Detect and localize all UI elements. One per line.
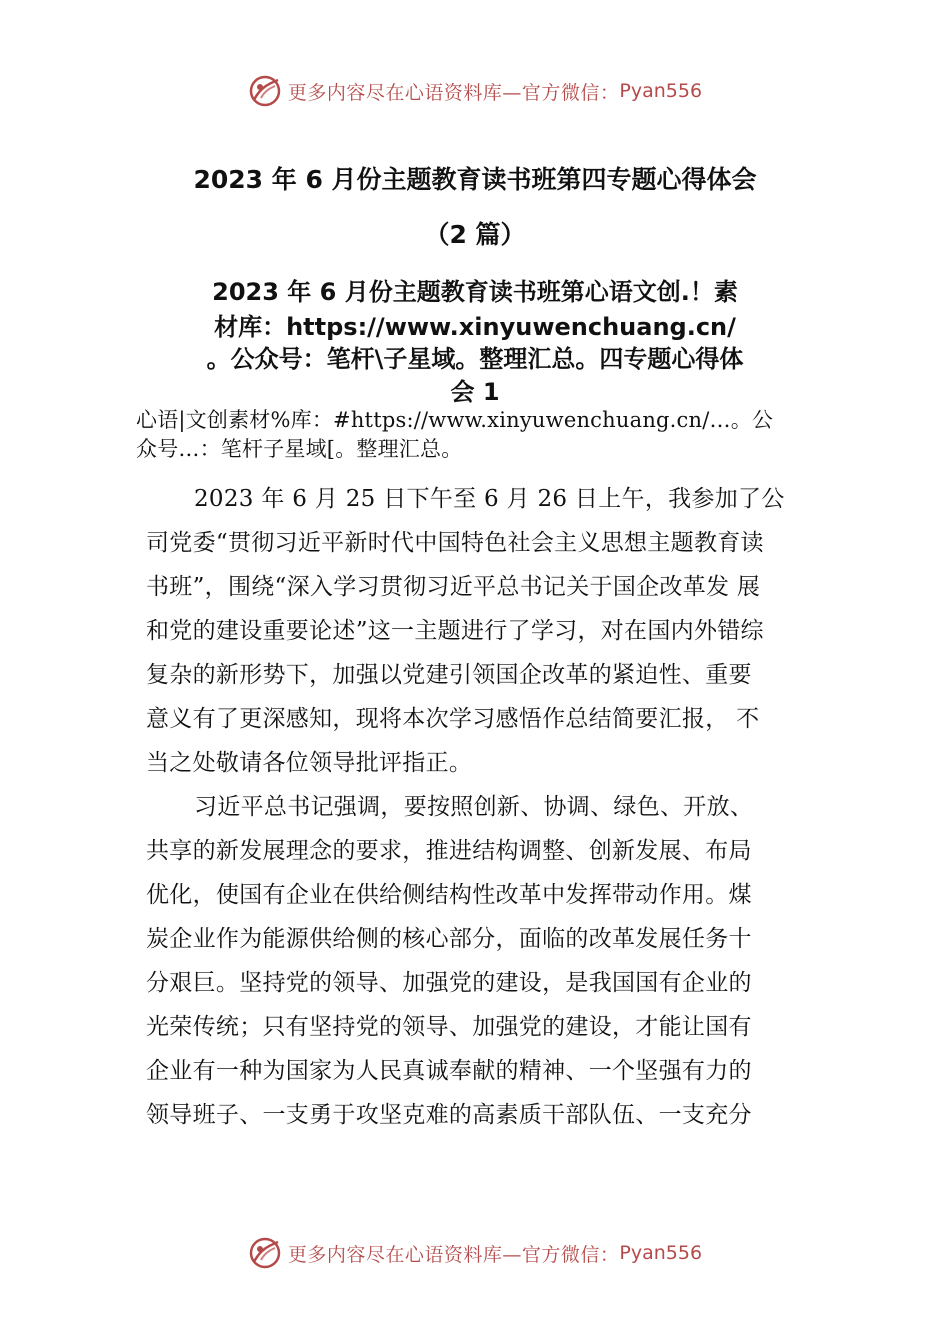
paragraph-line: 优化，使国有企业在供给侧结构性改革中发挥带动作用。煤 — [146, 882, 752, 908]
header-banner — [0, 66, 950, 116]
paragraph-line: 分艰巨。坚持党的领导、加强党的建设，是我国国有企业的 — [146, 970, 752, 996]
logo-icon — [248, 1236, 282, 1270]
paragraph-line: 和党的建设重要论述”这一主题进行了学习，对在国内外错综 — [146, 618, 764, 644]
source-note-line-2: 众号…：笔杆子星域[。整理汇总。 — [136, 437, 463, 461]
paragraph-line: 企业有一种为国家为人民真诚奉献的精神、一个坚强有力的 — [146, 1058, 752, 1084]
paragraph-line: 当之处敬请各位领导批评指正。 — [146, 750, 473, 776]
paragraph-line: 炭企业作为能源供给侧的核心部分，面临的改革发展任务十 — [146, 926, 752, 952]
paragraph-line: 共享的新发展理念的要求，推进结构调整、创新发展、布局 — [146, 838, 752, 864]
paragraph-line: 复杂的新形势下，加强以党建引领国企改革的紧迫性、重要 — [146, 662, 752, 688]
paragraph-line: 2023 年 6 月 25 日下午至 6 月 26 日上午，我参加了公 — [194, 486, 785, 512]
banner-text: 更多内容尽在心语资料库—官方微信： — [287, 1243, 620, 1266]
document-title-count: （2 篇） — [424, 220, 526, 249]
banner-wechat-id: Pyan556 — [619, 80, 703, 102]
subtitle-line-2: 材库：https://www.xinyuwenchuang.cn/ — [214, 313, 736, 341]
paragraph-line: 光荣传统；只有坚持党的领导、加强党的建设，才能让国有 — [146, 1014, 752, 1040]
paragraph-line: 司党委“贯彻习近平新时代中国特色社会主义思想主题教育读 — [146, 530, 764, 556]
footer-banner — [0, 1228, 950, 1278]
source-note-line-1: 心语|文创素材%库：#https://www.xinyuwenchuang.cn/…。公 — [136, 408, 774, 432]
banner-text: 更多内容尽在心语资料库—官方微信： — [287, 81, 620, 104]
document-title: 2023 年 6 月份主题教育读书班第四专题心得体会 — [193, 165, 757, 194]
paragraph-line: 习近平总书记强调，要按照创新、协调、绿色、开放、 — [194, 794, 754, 820]
subtitle-line-1: 2023 年 6 月份主题教育读书班第心语文创.！素 — [212, 278, 738, 306]
paragraph-line: 书班”，围绕“深入学习贯彻习近平总书记关于国企改革发 展 — [146, 574, 761, 600]
logo-icon — [248, 74, 282, 108]
banner-wechat-id: Pyan556 — [619, 1242, 703, 1264]
paragraph-line: 领导班子、一支勇于攻坚克难的高素质干部队伍、一支充分 — [146, 1102, 752, 1128]
paragraph-line: 意义有了更深感知，现将本次学习感悟作总结简要汇报， 不 — [146, 706, 760, 732]
subtitle-line-3: 。公众号：笔杆\子星域。整理汇总。四专题心得体 — [206, 345, 744, 373]
subtitle-line-4: 会 1 — [450, 378, 500, 406]
